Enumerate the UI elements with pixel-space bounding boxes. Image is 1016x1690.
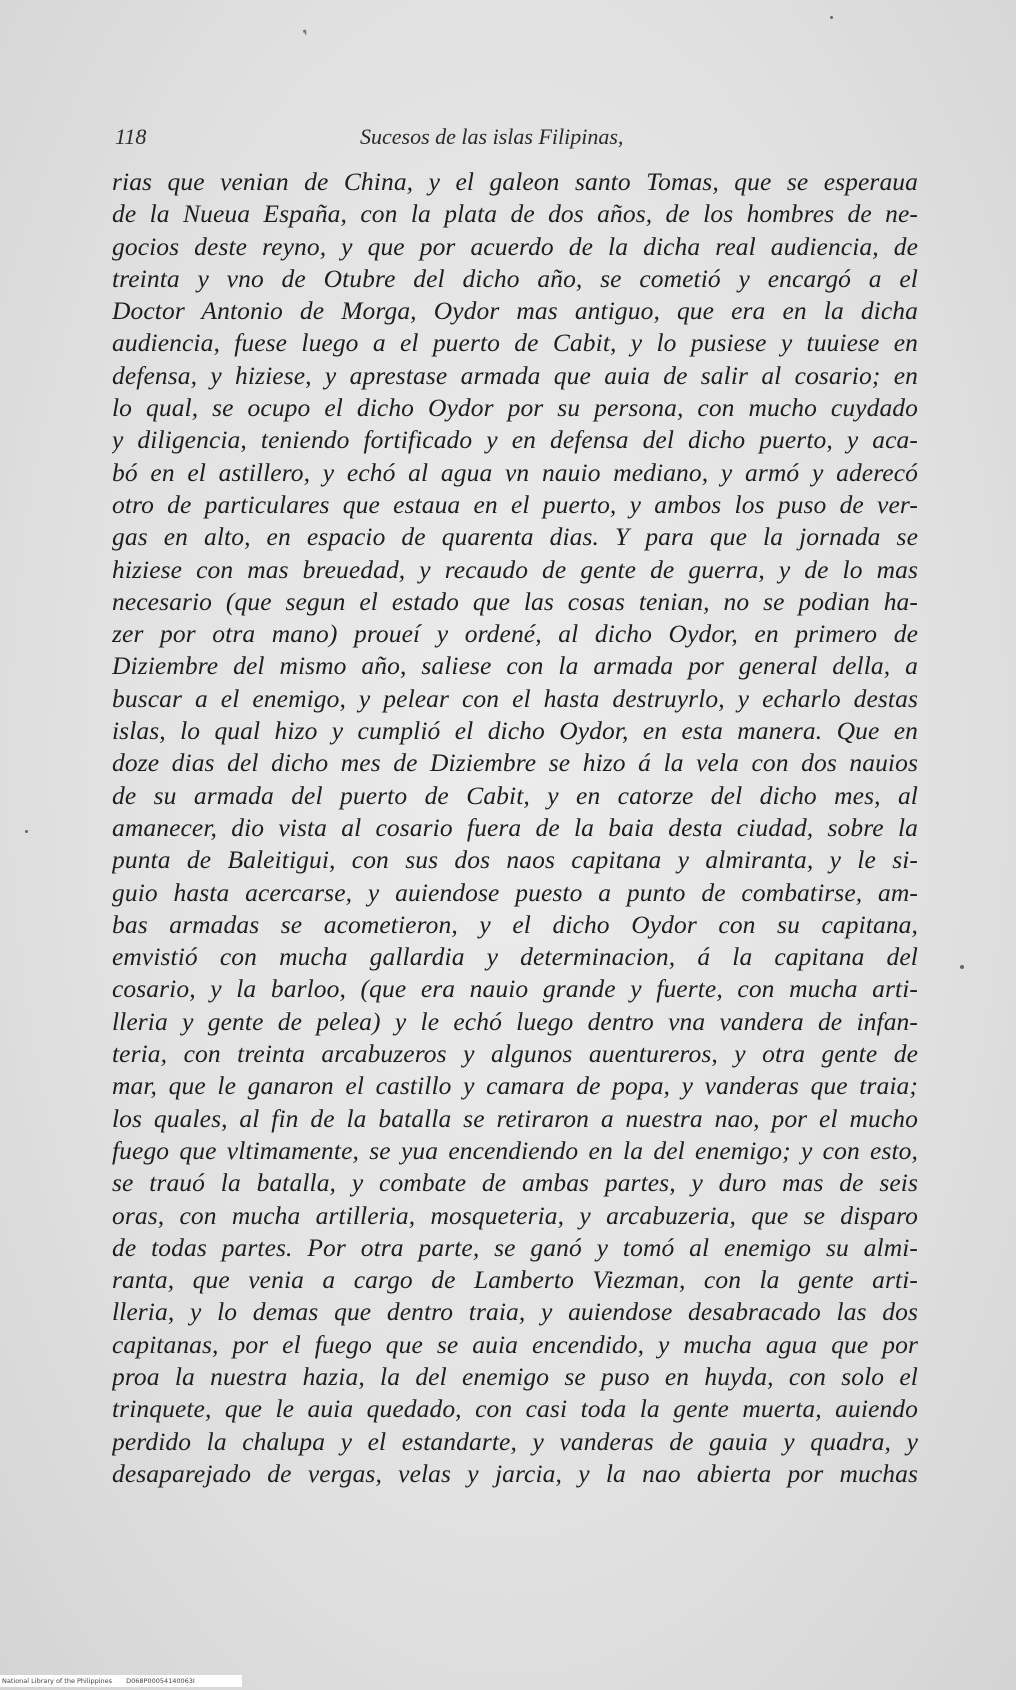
text-line: buscar a el enemigo, y pelear con el hasta destruyrlo, y echarlo destas [112, 683, 918, 713]
speck-mark [960, 965, 964, 969]
text-line: oras, con mucha artilleria, mosqueteria, y arcabuzeria, que se disparo [112, 1200, 918, 1230]
running-title: Sucesos de las islas Filipinas, [360, 124, 624, 149]
page-number: 118 [115, 124, 147, 149]
text-line: cosario, y la barloo, (que era nauio grande y fuerte, con mucha arti- [112, 974, 918, 1004]
text-line: teria, con treinta arcabuzeros y algunos auentureros, y otra gente de [112, 1039, 918, 1069]
text-line: fuego que vltimamente, se yua encendiendo en la del enemigo; y con esto, [112, 1135, 918, 1165]
text-line: islas, lo qual hizo y cumplió el dicho Oydor, en esta manera. Que en [112, 716, 918, 746]
text-line: gocios deste reyno, y que por acuerdo de la dicha real audiencia, de [112, 231, 918, 261]
text-line: zer por otra mano) proueí y ordené, al dicho Oydor, en primero de [112, 619, 918, 649]
text-line: Doctor Antonio de Morga, Oydor mas antiguo, que era en la dicha [112, 296, 918, 326]
text-line: Diziembre del mismo año, saliese con la armada por general della, a [112, 651, 918, 681]
text-line: lo qual, se ocupo el dicho Oydor por su persona, con mucho cuydado [112, 393, 918, 423]
text-line: de todas partes. Por otra parte, se ganó y tomó al enemigo su almi- [112, 1232, 918, 1262]
text-line: necesario (que segun el estado que las cosas tenian, no se podian ha- [112, 586, 918, 616]
body-text [112, 166, 918, 1490]
text-line: lleria, y lo demas que dentro traia, y auiendose desabracado las dos [112, 1297, 918, 1327]
text-line: trinquete, que le auia quedado, con casi toda la gente muerta, auiendo [112, 1394, 918, 1424]
text-line: los quales, al fin de la batalla se retiraron a nuestra nao, por el mucho [112, 1103, 918, 1133]
text-line: y diligencia, teniendo fortificado y en defensa del dicho puerto, y aca- [112, 425, 918, 455]
speck-mark [25, 830, 28, 833]
text-line: rias que venian de China, y el galeon santo Tomas, que se esperaua [112, 167, 918, 196]
text-line: mar, que le ganaron el castillo y camara de popa, y vanderas que traia; [112, 1071, 918, 1101]
footer-identifier: D068P00054140063I [126, 1677, 195, 1685]
text-line: otro de particulares que estaua en el puerto, y ambos los puso de ver- [112, 489, 918, 519]
text-line: defensa, y hiziese, y aprestase armada que auia de salir al cosario; en [112, 360, 918, 390]
text-line: gas en alto, en espacio de quarenta dias. Y para que la jornada se [112, 522, 918, 552]
ink-mark: ❜ [300, 25, 313, 46]
text-line: audiencia, fuese luego a el puerto de Cabit, y lo pusiese y tuuiese en [112, 328, 918, 358]
text-line: punta de Baleitigui, con sus dos naos capitana y almiranta, y le si- [112, 845, 918, 875]
text-line: lleria y gente de pelea) y le echó luego dentro vna vandera de infan- [112, 1006, 918, 1036]
text-line: de la Nueua España, con la plata de dos años, de los hombres de ne- [112, 199, 918, 229]
text-line: hiziese con mas breuedad, y recaudo de gente de guerra, y de lo mas [112, 554, 918, 584]
speck-mark [830, 16, 833, 19]
text-line: capitanas, por el fuego que se auia encendido, y mucha agua que por [112, 1329, 918, 1359]
text-line: bó en el astillero, y echó al agua vn nauio mediano, y armó y aderecó [112, 457, 918, 487]
text-line: treinta y vno de Otubre del dicho año, se cometió y encargó a el [112, 263, 918, 293]
text-line: guio hasta acercarse, y auiendose puesto a punto de combatirse, am- [112, 877, 918, 907]
text-line: emvistió con mucha gallardia y determinacion, á la capitana del [112, 942, 918, 972]
scan-footer [0, 1675, 242, 1687]
text-line: doze dias del dicho mes de Diziembre se hizo á la vela con dos nauios [112, 748, 918, 778]
text-line: de su armada del puerto de Cabit, y en catorze del dicho mes, al [112, 780, 918, 810]
text-line: proa la nuestra hazia, la del enemigo se puso en huyda, con solo el [112, 1361, 918, 1391]
page-header [115, 118, 915, 154]
text-line: perdido la chalupa y el estandarte, y vanderas de gauia y quadra, y [112, 1426, 918, 1456]
text-line: desaparejado de vergas, velas y jarcia, y la nao abierta por muchas [112, 1458, 918, 1488]
text-line: se trauó la batalla, y combate de ambas partes, y duro mas de seis [112, 1168, 918, 1198]
text-line: amanecer, dio vista al cosario fuera de la baia desta ciudad, sobre la [112, 812, 918, 842]
text-line: ranta, que venia a cargo de Lamberto Viezman, con la gente arti- [112, 1265, 918, 1295]
text-line: bas armadas se acometieron, y el dicho Oydor con su capitana, [112, 909, 918, 939]
footer-library: National Library of the Philippines [2, 1677, 113, 1685]
